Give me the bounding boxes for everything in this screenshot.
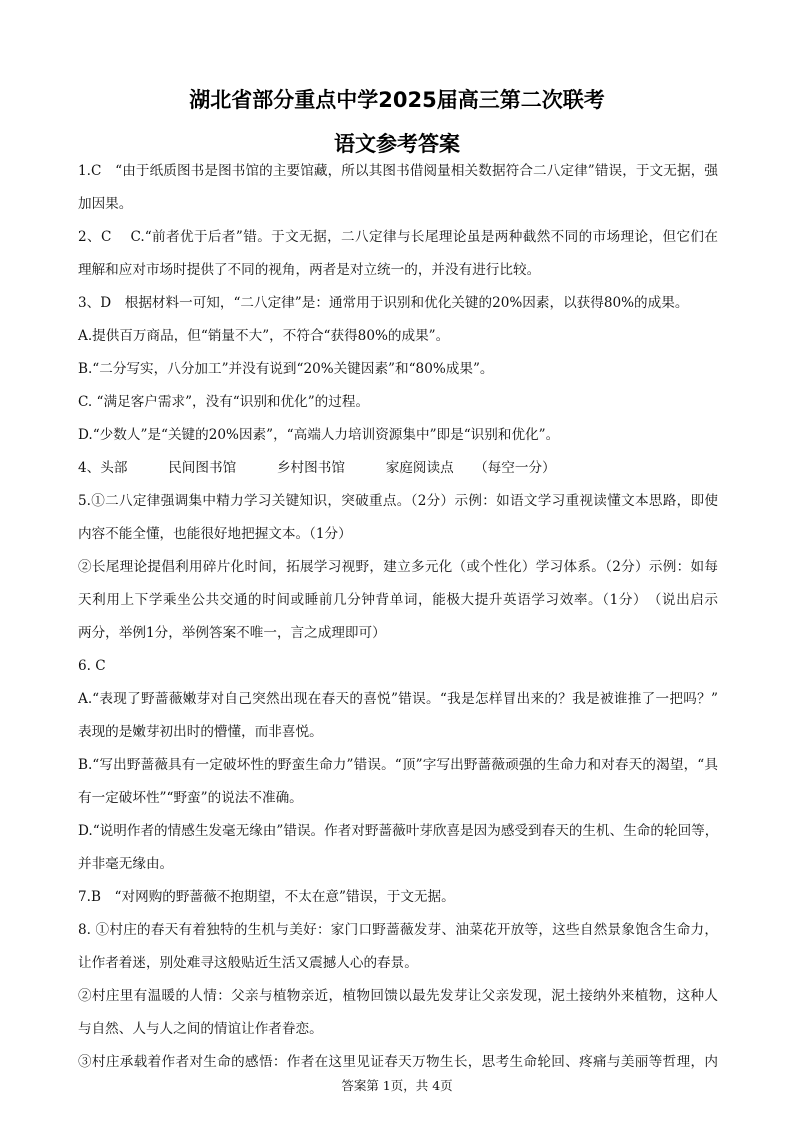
- text-line: A.提供百万商品，但“销量不大”，不符合“获得80%的成果”。: [78, 328, 450, 344]
- text-line: 表现的是嫩芽初出时的懵懂，而非喜悦。: [78, 724, 323, 740]
- text-line: 5.①二八定律强调集中精力学习关键知识，突破重点。（2分）示例：如语文学习重视读懂文本思路，即使: [78, 493, 718, 509]
- text-line: C. “满足客户需求”，没有“识别和优化”的过程。: [78, 394, 370, 410]
- text-line: 两分，举例1分，举例答案不唯一，言之成理即可）: [78, 625, 386, 641]
- text-line: 2、C C.“前者优于后者”错。于文无据，二八定律与长尾理论虽是两种截然不同的市场理论，但它们在: [78, 229, 718, 245]
- text-line: 天利用上下学乘坐公共交通的时间或睡前几分钟背单词，能极大提升英语学习效率。（1分） （说出启示: [78, 592, 718, 608]
- text-line: B.“写出野蔷薇具有一定破坏性的野蛮生命力”错误。“顶”字写出野蔷薇顽强的生命力和对春天的渴望，“具: [78, 757, 718, 773]
- text-line: 1.C “由于纸质图书是图书馆的主要馆藏，所以其图书借阅量相关数据符合二八定律”错误，于文无据，强: [78, 163, 718, 179]
- text-line: B.“二分写实，八分加工”并没有说到“20%关键因素”和“80%成果”。: [78, 361, 494, 377]
- page-title: 湖北省部分重点中学2025届高三第二次联考: [189, 88, 605, 112]
- text-line: 加因果。: [78, 196, 133, 212]
- text-line: ②长尾理论提倡利用碎片化时间，拓展学习视野，建立多元化（或个性化）学习体系。（2分）示例：如每: [78, 559, 718, 575]
- page-footer: 答案第 1页，共 4页: [341, 1078, 453, 1093]
- text-line: A.“表现了野蔷薇嫩芽对自己突然出现在春天的喜悦”错误。“我是怎样冒出来的？我是被谁推了一把吗？”: [78, 691, 718, 707]
- text-line: 4、头部 民间图书馆 乡村图书馆 家庭阅读点 （每空一分）: [78, 460, 556, 476]
- text-line: 让作者着迷，别处难寻这般贴近生活又震撼人心的春景。: [78, 955, 418, 971]
- text-line: ②村庄里有温暖的人情：父亲与植物亲近，植物回馈以最先发芽让父亲发现，泥土接纳外来植物，这种人: [78, 988, 718, 1004]
- text-line: 6. C: [78, 658, 106, 674]
- text-line: D.“说明作者的情感生发毫无缘由”错误。作者对野蔷薇叶芽欣喜是因为感受到春天的生机、生命的轮回等，: [78, 823, 719, 839]
- text-line: 理解和应对市场时提供了不同的视角，两者是对立统一的，并没有进行比较。: [78, 262, 541, 278]
- text-line: ③村庄承载着作者对生命的感悟：作者在这里见证春天万物生长，思考生命轮回、疼痛与美丽等哲理，内: [78, 1054, 718, 1070]
- text-line: 并非毫无缘由。: [78, 856, 174, 872]
- text-line: 有一定破坏性”“野蛮”的说法不准确。: [78, 790, 303, 806]
- text-line: 7.B “对网购的野蔷薇不抱期望，不太在意”错误，于文无据。: [78, 889, 455, 905]
- text-line: 内容不能全懂，也能很好地把握文本。（1分）: [78, 526, 352, 542]
- text-line: D.“少数人”是“关键的20%因素”，“高端人力培训资源集中”即是“识别和优化”。: [78, 427, 560, 443]
- text-line: 3、D 根据材料一可知，“二八定律”是：通常用于识别和优化关键的20%因素，以获得80%的成果。: [78, 295, 689, 311]
- page-subtitle: 语文参考答案: [334, 132, 460, 156]
- text-line: 8. ①村庄的春天有着独特的生机与美好：家门口野蔷薇发芽、油菜花开放等，这些自然景象饱含生命力，: [78, 922, 718, 938]
- text-line: 与自然、人与人之间的情谊让作者眷恋。: [78, 1021, 323, 1037]
